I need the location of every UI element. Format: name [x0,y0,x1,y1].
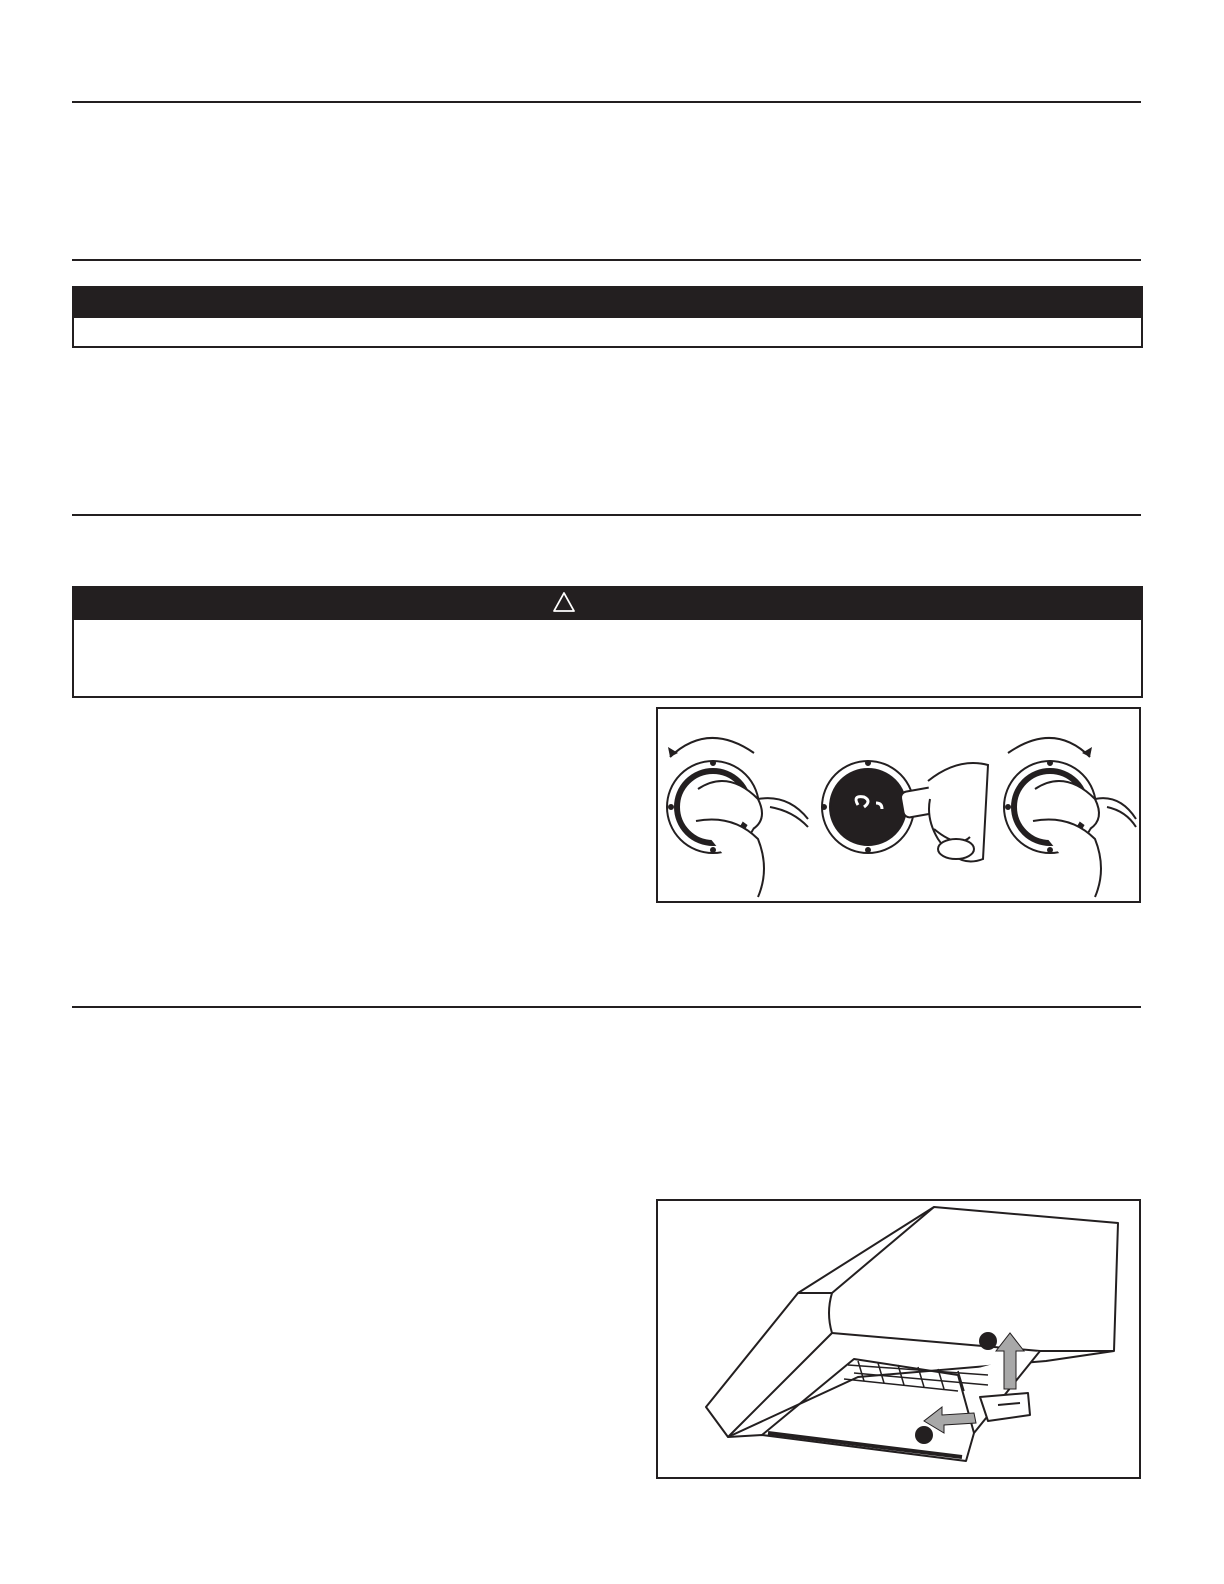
warning-triangle-icon [552,591,576,613]
step-3-install-lens [1004,738,1136,897]
caution-body [74,318,1141,346]
range-hood-filter-removal-illustration [658,1201,1139,1477]
step-1-remove-lens [667,738,808,897]
light-bulb-replacement-illustration [658,709,1139,901]
section-divider-4 [72,1006,1141,1008]
light-bulb-replacement-figure [656,707,1141,903]
section-divider-3 [72,514,1141,516]
warning-body [74,620,1141,696]
section-divider-2 [72,259,1141,261]
filter-removal-figure [656,1199,1141,1479]
callout-dot-2 [915,1426,933,1444]
caution-box [72,286,1143,348]
callout-dot-1 [979,1332,997,1350]
warning-header [74,588,1141,620]
section-divider-top [72,101,1141,103]
warning-box [72,586,1143,698]
caution-header [74,288,1141,318]
step-2-replace-bulb [822,761,988,862]
